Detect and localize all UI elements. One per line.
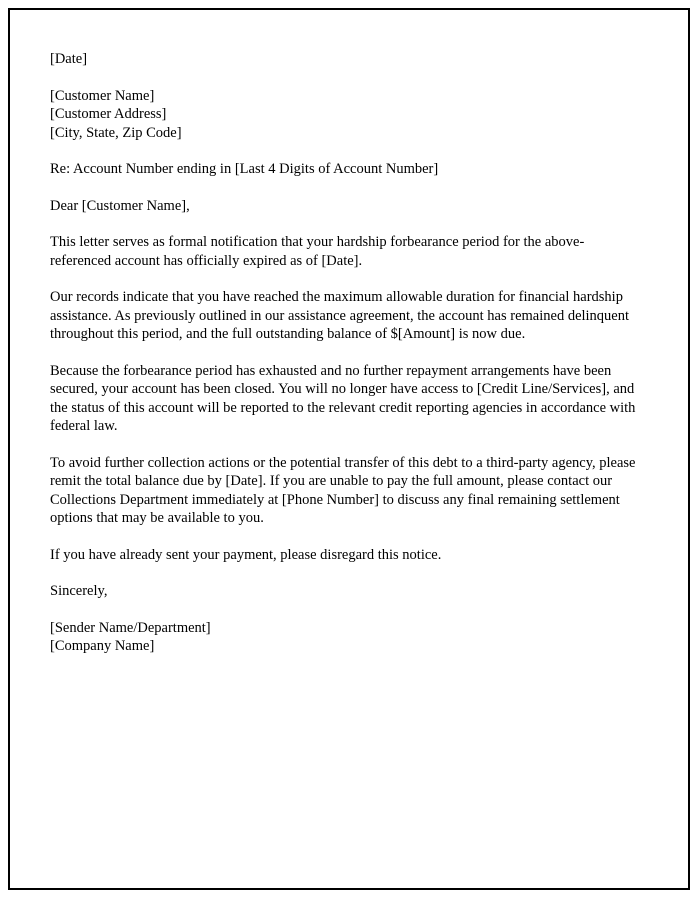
paragraph-3: Because the forbearance period has exhausted and no further repayment arrangements have been secured, your account has been closed. You will no longer have access to [Credit Line/Services], and the status of this account will be reported to the relevant credit reporting agencies in accordance with federal law. (50, 362, 636, 434)
salutation-line: Dear [Customer Name], (50, 197, 190, 214)
date-block (50, 50, 648, 69)
letter-content (10, 10, 688, 656)
closing-line: Sincerely, (50, 583, 108, 599)
recipient-city-line: [City, State, Zip Code] (50, 124, 182, 141)
paragraph-2: Our records indicate that you have reached the maximum allowable duration for financial hardship assistance. As previously outlined in our assistance agreement, the account has remained delinquent throughout this period, and the full outstanding balance of $[Amount] is now due. (50, 289, 630, 342)
paragraph-5: If you have already sent your payment, please disregard this notice. (50, 546, 442, 563)
recipient-address-line: [Customer Address] (50, 106, 167, 122)
subject-block (50, 160, 648, 179)
sender-name-line: [Sender Name/Department] (50, 619, 211, 636)
letter-page (8, 8, 690, 890)
salutation-block (50, 197, 648, 216)
paragraph-4: To avoid further collection actions or the potential transfer of this debt to a third-party agency, please remit the total balance due by [Date]. If you are unable to pay the full amount, please contact our Collections Department immediately at [Phone Number] to discuss any final remaining settlement options that may be available to you. (50, 454, 636, 526)
paragraph-1: This letter serves as formal notification that your hardship forbearance period for the above-referenced account has officially expired as of [Date]. (50, 234, 585, 269)
recipient-name-line: [Customer Name] (50, 87, 155, 104)
recipient-address-block (50, 87, 648, 143)
signature-block (50, 619, 648, 656)
subject-line: Re: Account Number ending in [Last 4 Digits of Account Number] (50, 161, 439, 177)
company-name-line: [Company Name] (50, 638, 155, 654)
closing-block (50, 582, 648, 601)
date-line: [Date] (50, 51, 88, 67)
